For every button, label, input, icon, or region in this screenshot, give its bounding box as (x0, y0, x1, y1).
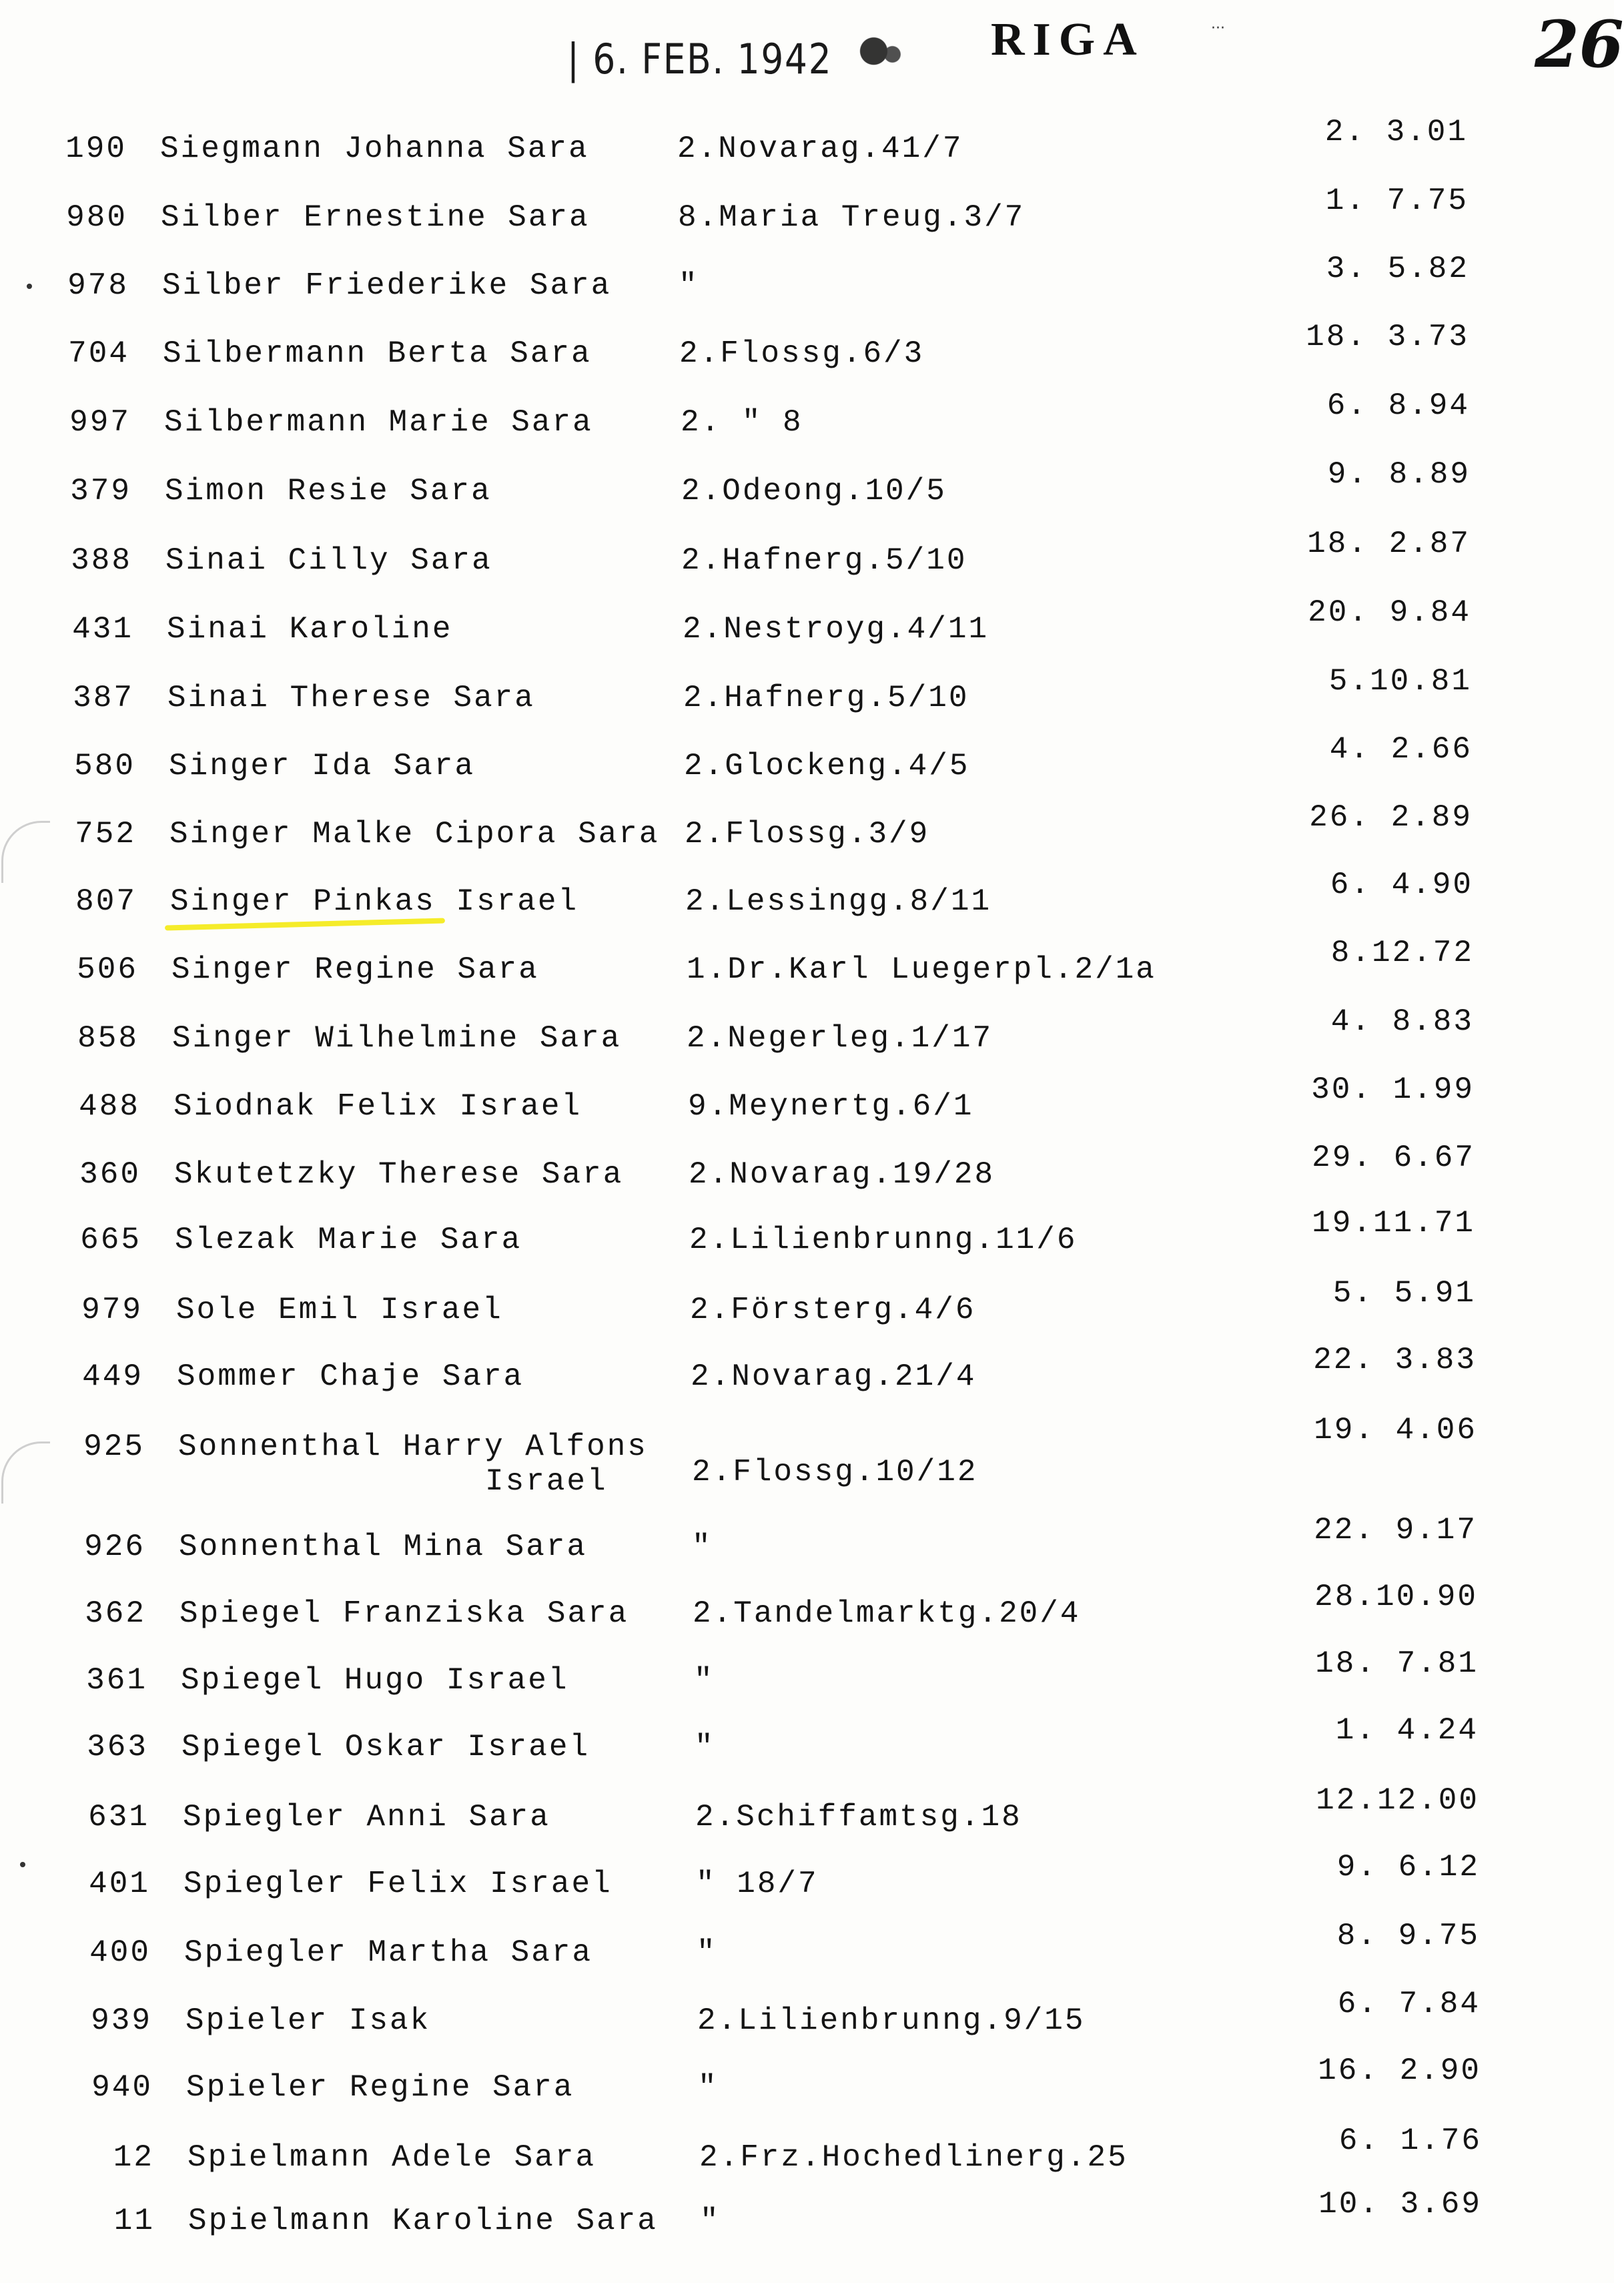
person-name: Slezak Marie Sara (175, 1223, 522, 1257)
list-row (0, 320, 1614, 382)
birth-date: 6. 1.76 (1338, 2124, 1482, 2158)
birth-date: 30. 1.99 (1311, 1072, 1475, 1107)
list-row (0, 1004, 1614, 1066)
person-name: Silber Ernestine Sara (161, 200, 590, 235)
person-name: Spiegler Martha Sara (184, 1935, 593, 1970)
person-name: Singer Malke Cipora Sara (169, 817, 660, 852)
birth-date: 18. 2.87 (1307, 527, 1471, 561)
person-name: Spiegel Hugo Israel (181, 1663, 569, 1698)
record-number: 665 (80, 1223, 141, 1257)
address: 2.Lessingg.8/11 (685, 884, 992, 919)
person-name: Sole Emil Israel (176, 1293, 503, 1327)
birth-date: 2. 3.01 (1324, 115, 1468, 149)
list-row (0, 1413, 1614, 1499)
person-name: Singer Wilhelmine Sara (172, 1021, 622, 1056)
list-row (0, 2053, 1614, 2115)
list-row (0, 2124, 1614, 2186)
record-number: 978 (67, 268, 129, 303)
record-number: 401 (89, 1867, 150, 1901)
birth-date: 16. 2.90 (1318, 2053, 1481, 2088)
address: 2.Negerleg.1/17 (687, 1021, 993, 1056)
birth-date: 6. 4.90 (1330, 868, 1473, 902)
person-name: Spiegler Anni Sara (183, 1800, 550, 1835)
birth-date: 1. 7.75 (1325, 184, 1469, 218)
record-number: 926 (84, 1530, 145, 1564)
birth-date: 4. 2.66 (1329, 732, 1473, 767)
address: 2.Glockeng.4/5 (684, 749, 970, 783)
list-row (0, 1646, 1614, 1708)
birth-date: 6. 7.84 (1337, 1987, 1481, 2021)
address: " 18/7 (696, 1867, 819, 1901)
address: 2.Flossg.3/9 (685, 817, 930, 852)
list-row (0, 1580, 1614, 1642)
person-name: Sinai Cilly Sara (165, 543, 492, 578)
birth-date: 29. 6.67 (1312, 1140, 1475, 1175)
address: " (679, 268, 699, 303)
record-number: 925 (83, 1429, 145, 1464)
person-name: Spiegel Franziska Sara (179, 1596, 629, 1631)
address: 2. " 8 (681, 405, 803, 440)
record-number: 12 (113, 2140, 154, 2175)
record-number: 388 (71, 543, 132, 578)
address: 2.Odeong.10/5 (681, 474, 947, 509)
person-name: Singer Regine Sara (171, 952, 539, 987)
address: 2.Hafnerg.5/10 (681, 543, 967, 578)
person-name: Skutetzky Therese Sara (174, 1157, 624, 1192)
list-row (0, 1850, 1614, 1912)
address: 2.Flossg.10/12 (692, 1455, 978, 1490)
birth-date: 1. 4.24 (1335, 1713, 1479, 1748)
list-row (0, 2187, 1614, 2249)
birth-date: 19.11.71 (1312, 1206, 1475, 1241)
birth-date: 20. 9.84 (1308, 595, 1471, 630)
address: 2.Nestroyg.4/11 (683, 612, 989, 647)
person-name: Siegmann Johanna Sara (160, 131, 589, 166)
birth-date: 5.10.81 (1328, 664, 1472, 699)
address: 9.Meynertg.6/1 (688, 1089, 974, 1124)
record-number: 190 (65, 131, 127, 166)
address: 2.Lilienbrunng.11/6 (689, 1223, 1078, 1257)
birth-date: 28.10.90 (1314, 1580, 1478, 1614)
list-row (0, 664, 1614, 726)
list-title: RIGA (991, 14, 1145, 65)
record-number: 431 (72, 612, 133, 647)
person-name: Silber Friederike Sara (162, 268, 612, 303)
list-row (0, 1343, 1614, 1405)
birth-date: 9. 6.12 (1336, 1850, 1480, 1885)
list-row (0, 527, 1614, 589)
address: 1.Dr.Karl Luegerpl.2/1a (687, 952, 1156, 987)
person-name: Singer Ida Sara (169, 749, 476, 783)
record-number: 704 (68, 336, 129, 371)
person-name: Simon Resie Sara (165, 474, 492, 509)
address: 2.Schiffamtsg.18 (695, 1800, 1022, 1835)
person-name: Spielmann Karoline Sara (188, 2204, 658, 2238)
address: 8.Maria Treug.3/7 (678, 200, 1026, 235)
record-number: 940 (91, 2070, 153, 2105)
address: 2.Frz.Hochedlinerg.25 (699, 2140, 1128, 2175)
birth-date: 4. 8.83 (1330, 1004, 1474, 1039)
person-name: Spielmann Adele Sara (187, 2140, 596, 2175)
list-row (0, 936, 1614, 998)
list-row (0, 868, 1614, 930)
address: 2.Novarag.19/28 (689, 1157, 995, 1192)
address: 2.Novarag.21/4 (691, 1359, 977, 1394)
birth-date: 5. 5.91 (1332, 1276, 1476, 1311)
person-name: Spiegler Felix Israel (183, 1867, 613, 1901)
birth-date: 19. 4.06 (1314, 1413, 1477, 1447)
birth-date: 18. 3.73 (1306, 320, 1469, 354)
record-number: 449 (82, 1359, 143, 1394)
address: " (697, 1935, 717, 1970)
person-name: Silbermann Berta Sara (163, 336, 592, 371)
record-number: 997 (69, 405, 131, 440)
birth-date: 10. 3.69 (1318, 2187, 1482, 2222)
birth-date: 9. 8.89 (1327, 457, 1471, 492)
record-number: 807 (75, 884, 137, 919)
list-row (0, 1783, 1614, 1845)
address: 2.Tandelmarktg.20/4 (693, 1596, 1081, 1631)
birth-date: 26. 2.89 (1309, 800, 1473, 835)
record-number: 979 (81, 1293, 143, 1327)
record-number: 580 (74, 749, 135, 783)
list-row (0, 1919, 1614, 1981)
record-number: 980 (66, 200, 127, 235)
list-row (0, 1987, 1614, 2049)
list-row (0, 388, 1614, 450)
address: " (694, 1663, 715, 1698)
address: 2.Lilienbrunng.9/15 (697, 2003, 1086, 2038)
record-number: 362 (85, 1596, 146, 1631)
person-name: Sinai Karoline (167, 612, 453, 647)
birth-date: 22. 3.83 (1313, 1343, 1477, 1377)
record-number: 506 (77, 952, 138, 987)
address: 2.Försterg.4/6 (690, 1293, 976, 1327)
record-number: 631 (88, 1800, 149, 1835)
record-number: 379 (70, 474, 131, 509)
list-row (0, 800, 1614, 862)
record-number: 939 (91, 2003, 152, 2038)
address: 2.Flossg.6/3 (679, 336, 925, 371)
record-number: 400 (89, 1935, 151, 1970)
record-number: 361 (86, 1663, 147, 1698)
address: " (695, 1730, 715, 1764)
record-number: 752 (75, 817, 136, 852)
list-row (0, 1513, 1614, 1575)
record-number: 488 (79, 1089, 140, 1124)
list-row (0, 252, 1614, 314)
record-number: 363 (87, 1730, 148, 1764)
person-name: Siodnak Felix Israel (173, 1089, 582, 1124)
person-name: Spieler Isak (185, 2003, 431, 2038)
person-name: Spiegel Oskar Israel (181, 1730, 590, 1764)
date-stamp: | 6. FEB. 1942 (567, 35, 833, 83)
record-number: 858 (77, 1021, 139, 1056)
address: 2.Hafnerg.5/10 (683, 681, 969, 715)
person-name: Sonnenthal Mina Sara (179, 1530, 588, 1564)
person-name: Sommer Chaje Sara (177, 1359, 524, 1394)
person-name-continued: Israel (485, 1464, 608, 1499)
list-row (0, 1072, 1614, 1134)
birth-date: 8.12.72 (1330, 936, 1474, 970)
person-name: Sonnenthal Harry Alfons (178, 1429, 648, 1464)
list-row (0, 1140, 1614, 1203)
list-row (0, 115, 1614, 177)
birth-date: 3. 5.82 (1326, 252, 1469, 286)
birth-date: 12.12.00 (1316, 1783, 1479, 1818)
birth-date: 22. 9.17 (1314, 1513, 1477, 1548)
list-row (0, 595, 1614, 657)
handwritten-page-number: 26 (1535, 7, 1624, 82)
person-name: Spieler Regine Sara (186, 2070, 574, 2105)
address: 2.Novarag.41/7 (677, 131, 963, 166)
record-number: 360 (79, 1157, 141, 1192)
person-name: Silbermann Marie Sara (164, 405, 593, 440)
record-number: 387 (73, 681, 134, 715)
birth-date: 8. 9.75 (1336, 1919, 1480, 1953)
small-ink-mark: ··· (1211, 20, 1225, 37)
person-name: Sinai Therese Sara (167, 681, 535, 715)
address: " (700, 2204, 721, 2238)
address: " (692, 1530, 713, 1564)
person-name: Singer Pinkas Israel (170, 884, 579, 919)
birth-date: 18. 7.81 (1315, 1646, 1479, 1681)
list-row (0, 732, 1614, 794)
list-row (0, 184, 1614, 246)
list-row (0, 457, 1614, 519)
list-row (0, 1276, 1614, 1338)
list-row (0, 1713, 1614, 1775)
record-number: 11 (113, 2204, 155, 2238)
address: " (698, 2070, 719, 2105)
list-row (0, 1206, 1614, 1268)
birth-date: 6. 8.94 (1326, 388, 1470, 423)
